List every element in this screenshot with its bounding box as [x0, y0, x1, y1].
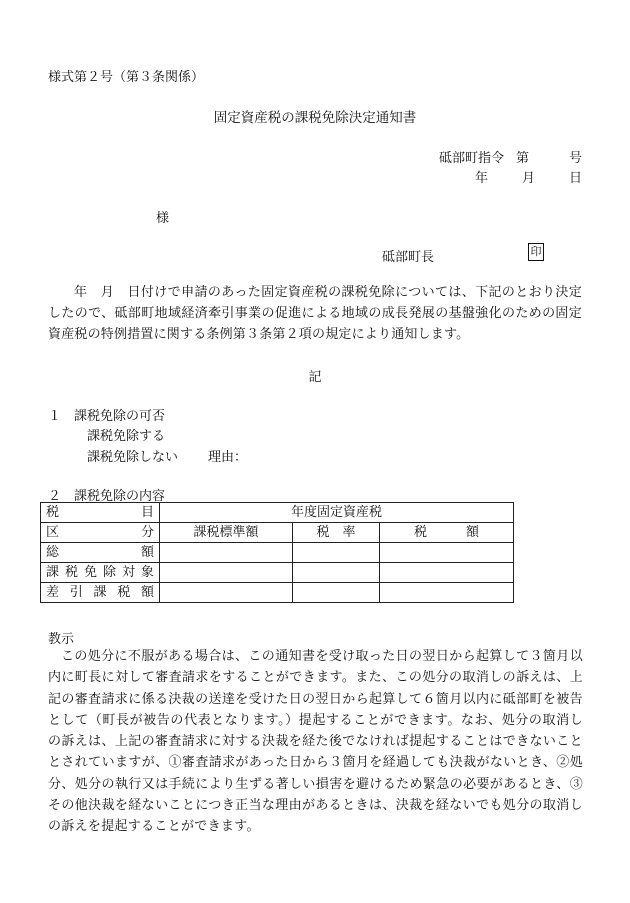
table-cell: [380, 563, 514, 583]
form-number: 様式第２号（第３条関係）: [48, 70, 205, 85]
notice-heading: 教示: [48, 632, 75, 647]
table-row: [41, 523, 514, 543]
reason-label: 理由：: [208, 450, 248, 465]
section1-heading: １ 課税免除の可否: [48, 409, 166, 424]
tax-year-header: 年度固定資産税: [160, 503, 514, 523]
dai-label: 第: [515, 151, 529, 166]
document-number: [439, 147, 582, 166]
document-title: 固定資産税の課税免除決定通知書: [213, 110, 417, 126]
table-cell: [160, 563, 293, 583]
table-cell: [160, 543, 293, 563]
day-label: 日: [568, 171, 582, 186]
column-header-taxable-base: 課税標準額: [160, 523, 293, 543]
table-cell: [293, 543, 380, 563]
table-cell: [380, 583, 514, 603]
body-paragraph: 年 月 日付けで申請のあった固定資産税の課税免除については、下記のとおり決定したので、砥部町地域経済牽引事業の促進による地域の成長発展の基盤強化のための固定資産税の特例措置に関する条例第３条第２項の規定により通知します。: [48, 285, 582, 342]
mayor-title: 砥部町長: [382, 250, 435, 265]
issue-date: [475, 167, 582, 186]
table-row: [41, 583, 514, 603]
option-exempt: 課税免除する: [87, 429, 166, 444]
seal-stamp: 印: [528, 243, 544, 261]
month-label: 月: [521, 171, 535, 186]
table-cell: [160, 583, 293, 603]
year-label: 年: [474, 171, 488, 186]
row-label: 差 引 課 税 額: [41, 583, 160, 603]
table-row: [41, 563, 514, 583]
section2-heading: ２ 課税免除の内容: [48, 489, 166, 504]
option-not-exempt: 課税免除しない: [87, 450, 179, 465]
table-cell: [380, 543, 514, 563]
recipient-honorific: 様: [156, 211, 170, 226]
row-label: 課 税 免 除 対 象: [41, 563, 160, 583]
table-cell: [293, 583, 380, 603]
row-label: 総 額: [41, 543, 160, 563]
column-header-tax-rate: 税 率: [293, 523, 380, 543]
row-label: 区 分: [41, 523, 160, 543]
table-row: [41, 543, 514, 563]
table-row: [41, 503, 514, 523]
ki-heading: 記: [308, 370, 322, 385]
column-header-tax-amount: 税 額: [380, 523, 514, 543]
issuer-label: 砥部町指令: [438, 151, 504, 166]
exemption-table: [40, 502, 514, 603]
table-cell: [293, 563, 380, 583]
notice-text: この処分に不服がある場合は、この通知書を受け取った日の翌日から起算して３箇月以内に町長に対して審査請求をすることができます。また、この処分の取消しの訴えは、上記の審査請求に係る決裁の送達を受けた日の翌日から起算して６箇月以内に砥部町を被告として（町長が被告の代表となります。）提起することができます。なお、処分の取消しの訴えは、上記の審査請求に対する決裁を経た後でなければ提起することはできないこととされていますが、①審査請求があった日から３箇月を経過しても決裁がないとき、②処分、処分の執行又は手続により生ずる著しい損害を避けるため緊急の必要があるとき、③その他決裁を経ないことにつき正当な理由があるときは、決裁を経ないでも処分の取消しの訴えを提起することができます。: [48, 649, 583, 835]
row-label: 税 目: [41, 503, 160, 523]
go-label: 号: [568, 151, 582, 166]
